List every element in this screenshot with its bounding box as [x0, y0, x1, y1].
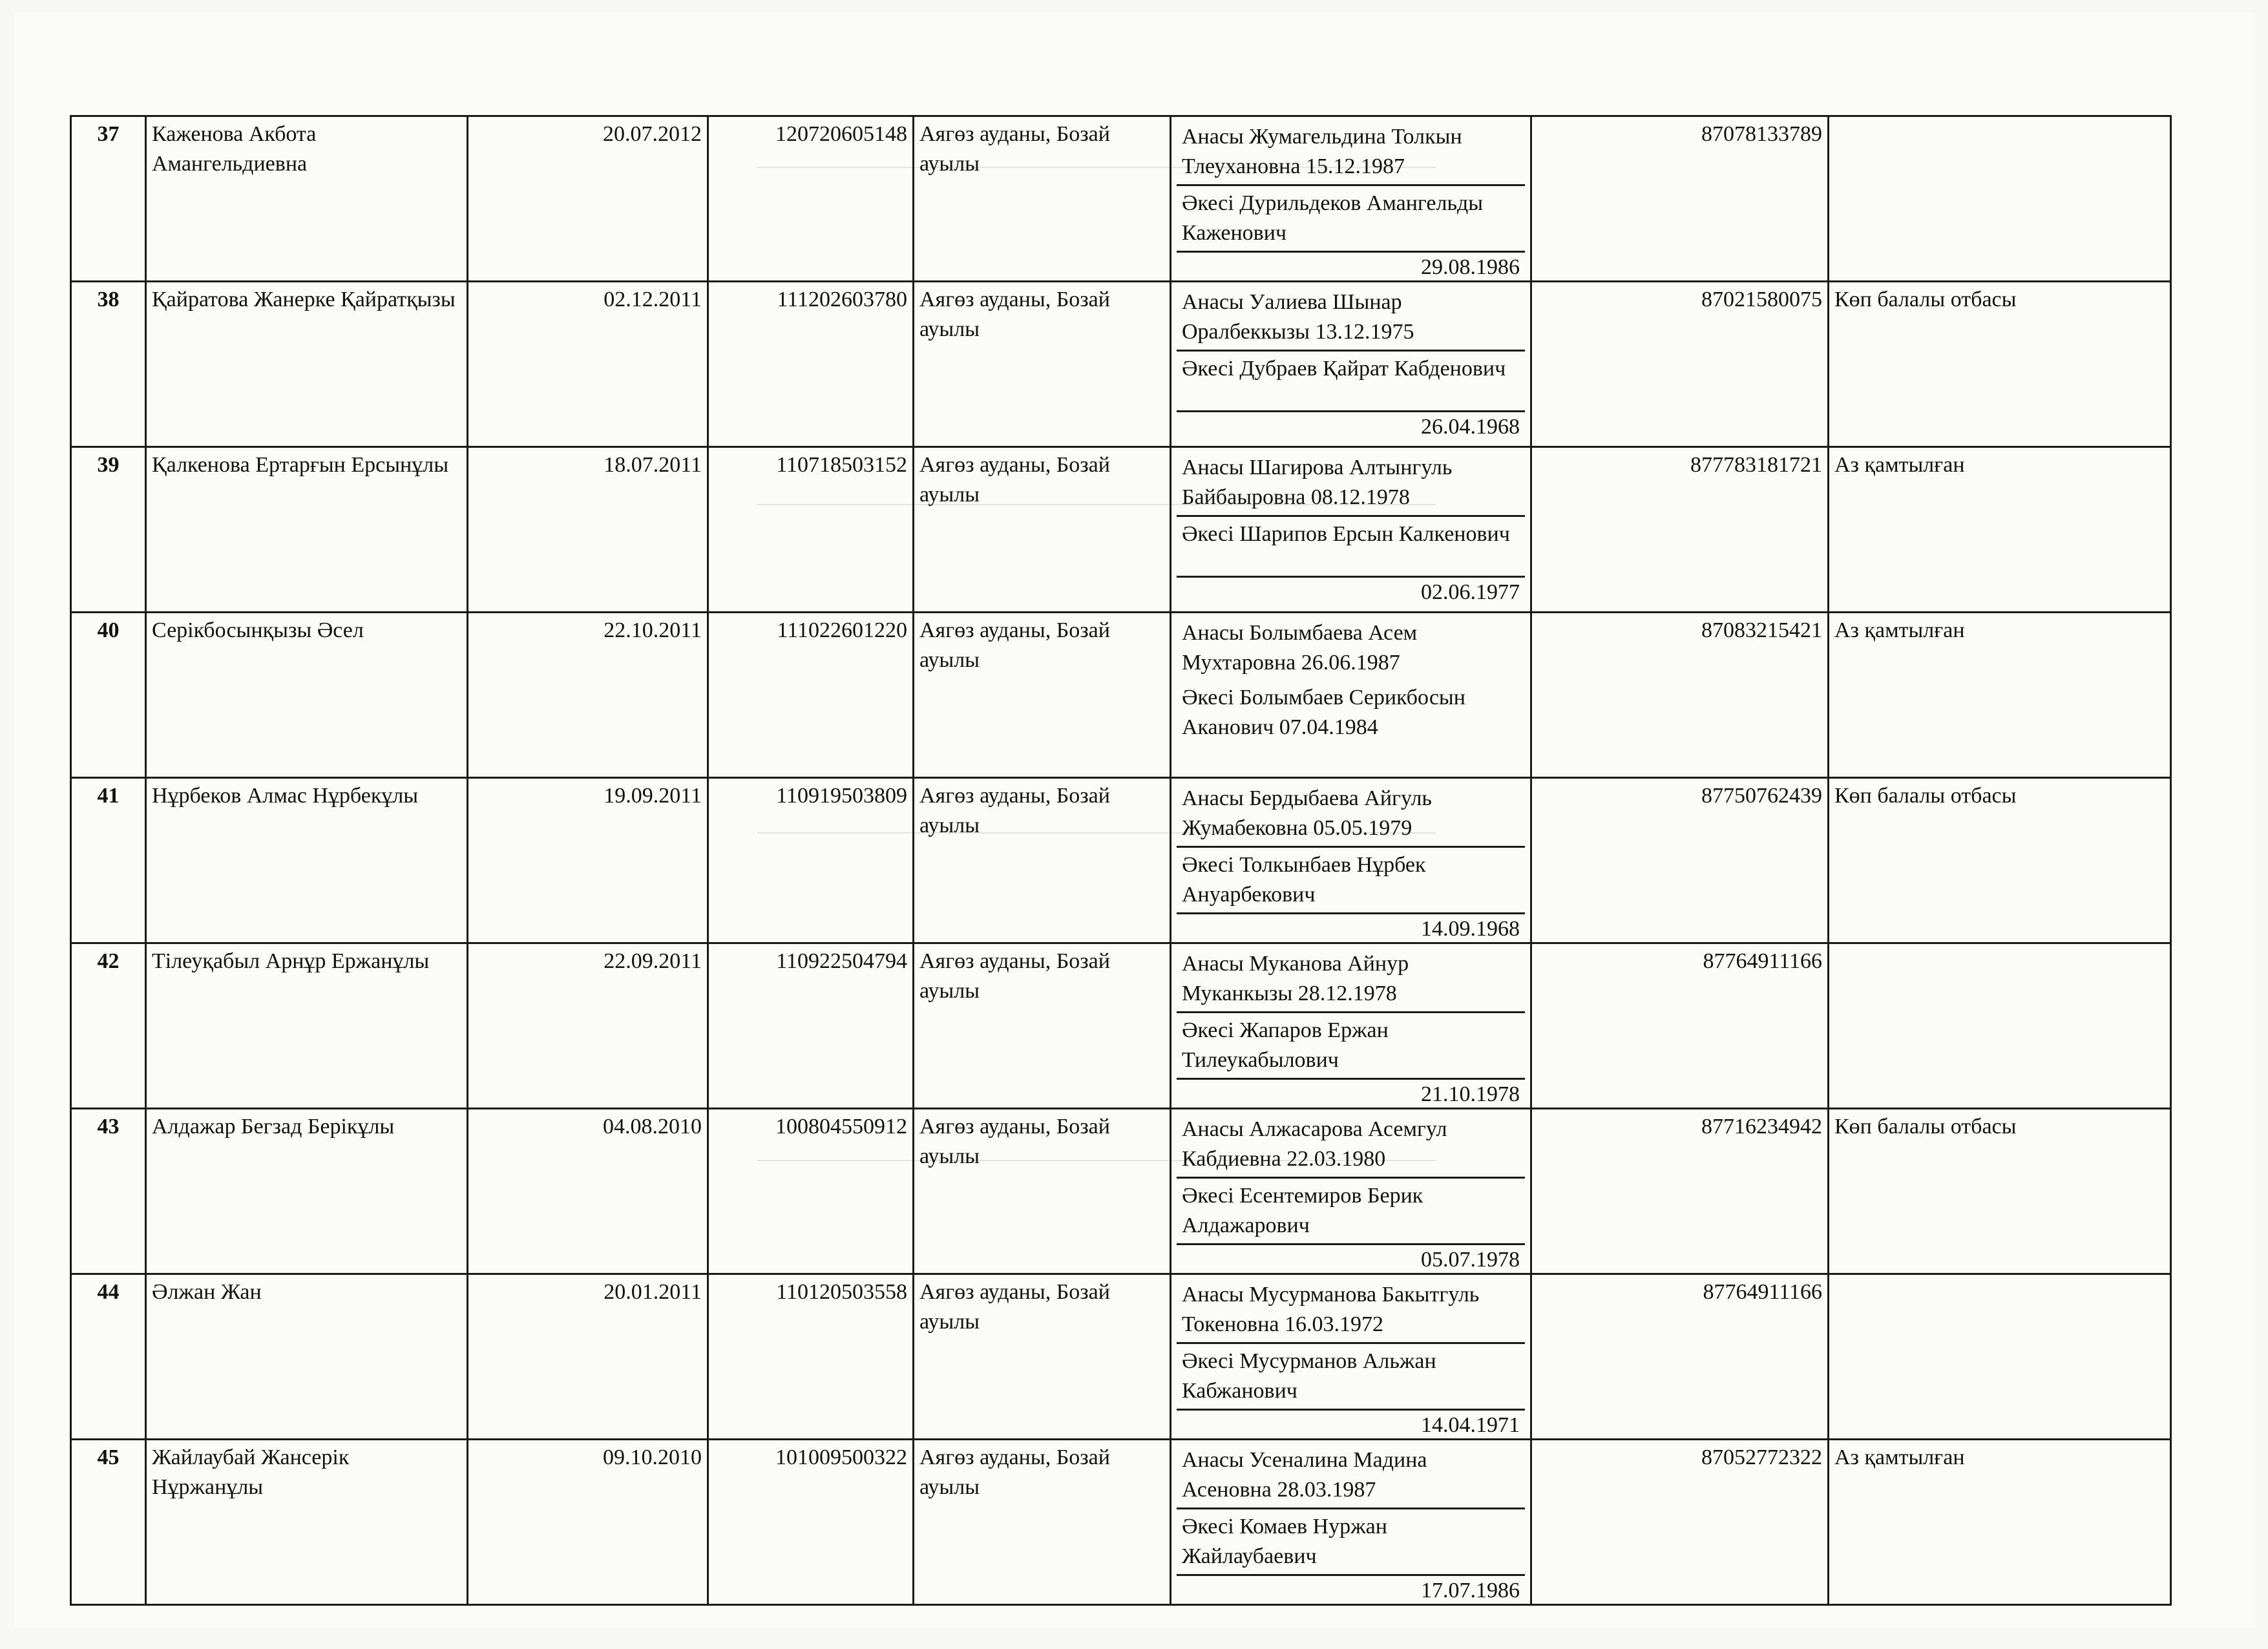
father-birth-date: 14.09.1968 [1177, 912, 1525, 943]
iin-number: 100804550912 [708, 1109, 914, 1274]
iin-number: 101009500322 [708, 1440, 914, 1605]
child-name: Тілеуқабыл Арнұр Ержанұлы [146, 943, 468, 1109]
child-name: Нұрбеков Алмас Нұрбекұлы [146, 778, 468, 943]
iin-number: 110922504794 [708, 943, 914, 1109]
family-status: Аз қамтылған [1829, 613, 2171, 778]
parents-cell [1171, 1274, 1531, 1440]
father-birth-date: 29.08.1986 [1177, 251, 1525, 282]
father-info: Әкесі Болымбаев Серикбосын Аканович 07.04.1984 [1182, 686, 1465, 739]
birth-date: 02.12.2011 [468, 282, 708, 447]
mother-info: Анасы Шагирова Алтынгуль Байбаыровна 08.12.1978 [1177, 450, 1525, 517]
father-info: Әкесі Жапаров Ержан Тилеукабылович [1182, 1018, 1389, 1072]
birth-date: 20.01.2011 [468, 1274, 708, 1440]
children-registry-table [70, 115, 2172, 1606]
mother-info: Анасы Болымбаева Асем Мухтаровна 26.06.1987 [1182, 621, 1418, 675]
mother-info: Анасы Мусурманова Бакытгуль Токеновна 16.03.1972 [1177, 1277, 1525, 1344]
father-info: Әкесі Мусурманов Альжан Кабжанович [1182, 1349, 1436, 1403]
birth-date: 22.10.2011 [468, 613, 708, 778]
family-status: Көп балалы отбасы [1829, 778, 2171, 943]
family-status [1829, 943, 2171, 1109]
father-birth-date: 02.06.1977 [1177, 576, 1525, 609]
child-name: Серікбосынқызы Әсел [146, 613, 468, 778]
mother-info: Анасы Уалиева Шынар Оралбеккызы 13.12.1975 [1177, 285, 1525, 352]
table-row [71, 778, 2171, 943]
address: Аягөз ауданы, Бозай ауылы [914, 943, 1171, 1109]
mother-info: Анасы Алжасарова Асемгул Кабдиевна 22.03.1980 [1177, 1112, 1525, 1179]
row-number: 38 [71, 282, 146, 447]
table-row [71, 613, 2171, 778]
iin-number: 111202603780 [708, 282, 914, 447]
family-status: Аз қамтылған [1829, 1440, 2171, 1605]
parents-cell [1171, 1109, 1531, 1274]
child-name: Әлжан Жан [146, 1274, 468, 1440]
father-info: Әкесі Шарипов Ерсын Калкенович [1182, 522, 1510, 546]
address: Аягөз ауданы, Бозай ауылы [914, 447, 1171, 613]
row-number: 41 [71, 778, 146, 943]
iin-number: 111022601220 [708, 613, 914, 778]
phone-number: 87764911166 [1531, 943, 1829, 1109]
child-name: Қайратова Жанерке Қайратқызы [146, 282, 468, 447]
iin-number: 110120503558 [708, 1274, 914, 1440]
row-number: 42 [71, 943, 146, 1109]
address: Аягөз ауданы, Бозай ауылы [914, 778, 1171, 943]
phone-number: 87078133789 [1531, 116, 1829, 282]
address: Аягөз ауданы, Бозай ауылы [914, 613, 1171, 778]
table-row [71, 116, 2171, 282]
address: Аягөз ауданы, Бозай ауылы [914, 116, 1171, 282]
birth-date: 09.10.2010 [468, 1440, 708, 1605]
parents-cell [1171, 282, 1531, 447]
parents-cell [1171, 116, 1531, 282]
mother-info: Анасы Муканова Айнур Муканкызы 28.12.1978 [1177, 947, 1525, 1013]
parents-cell [1171, 447, 1531, 613]
family-status [1829, 116, 2171, 282]
table-row [71, 447, 2171, 613]
parents-cell [1171, 943, 1531, 1109]
father-birth-date: 26.04.1968 [1177, 410, 1525, 443]
row-number: 45 [71, 1440, 146, 1605]
address: Аягөз ауданы, Бозай ауылы [914, 1274, 1171, 1440]
family-status: Көп балалы отбасы [1829, 282, 2171, 447]
parents-cell [1171, 1440, 1531, 1605]
address: Аягөз ауданы, Бозай ауылы [914, 282, 1171, 447]
mother-info: Анасы Бердыбаева Айгуль Жумабековна 05.05.1979 [1177, 781, 1525, 848]
father-info: Әкесі Толкынбаев Нұрбек Ануарбекович [1182, 853, 1426, 907]
phone-number: 87716234942 [1531, 1109, 1829, 1274]
address: Аягөз ауданы, Бозай ауылы [914, 1440, 1171, 1605]
father-info: Әкесі Дурильдеков Амангельды Каженович [1182, 191, 1484, 245]
iin-number: 110718503152 [708, 447, 914, 613]
family-status: Көп балалы отбасы [1829, 1109, 2171, 1274]
father-info: Әкесі Комаев Нуржан Жайлаубаевич [1182, 1515, 1387, 1568]
address: Аягөз ауданы, Бозай ауылы [914, 1109, 1171, 1274]
birth-date: 18.07.2011 [468, 447, 708, 613]
phone-number: 87764911166 [1531, 1274, 1829, 1440]
father-birth-date: 05.07.1978 [1177, 1243, 1525, 1274]
father-birth-date: 14.04.1971 [1177, 1409, 1525, 1440]
mother-info: Анасы Жумагельдина Толкын Тлеухановна 15.12.1987 [1177, 120, 1525, 186]
family-status [1829, 1274, 2171, 1440]
birth-date: 22.09.2011 [468, 943, 708, 1109]
father-birth-date: 21.10.1978 [1177, 1078, 1525, 1109]
phone-number: 87052772322 [1531, 1440, 1829, 1605]
table-row [71, 943, 2171, 1109]
row-number: 44 [71, 1274, 146, 1440]
child-name: Алдажар Бегзад Берікұлы [146, 1109, 468, 1274]
family-status: Аз қамтылған [1829, 447, 2171, 613]
row-number: 39 [71, 447, 146, 613]
mother-info: Анасы Усеналина Мадина Асеновна 28.03.1987 [1177, 1443, 1525, 1509]
row-number: 40 [71, 613, 146, 778]
row-number: 43 [71, 1109, 146, 1274]
row-number: 37 [71, 116, 146, 282]
father-info: Әкесі Есентемиров Берик Алдажарович [1182, 1184, 1423, 1237]
child-name: Каженова Акбота Амангельдиевна [146, 116, 468, 282]
table-row [71, 282, 2171, 447]
phone-number: 87021580075 [1531, 282, 1829, 447]
iin-number: 120720605148 [708, 116, 914, 282]
phone-number: 877783181721 [1531, 447, 1829, 613]
parents-cell [1171, 778, 1531, 943]
phone-number: 87750762439 [1531, 778, 1829, 943]
table-row [71, 1109, 2171, 1274]
birth-date: 20.07.2012 [468, 116, 708, 282]
table-row [71, 1274, 2171, 1440]
birth-date: 19.09.2011 [468, 778, 708, 943]
phone-number: 87083215421 [1531, 613, 1829, 778]
iin-number: 110919503809 [708, 778, 914, 943]
child-name: Жайлаубай Жансерік Нұржанұлы [146, 1440, 468, 1605]
table-row [71, 1440, 2171, 1605]
child-name: Қалкенова Ертарғын Ерсынұлы [146, 447, 468, 613]
father-info: Әкесі Дубраев Қайрат Кабденович [1182, 357, 1506, 381]
father-birth-date: 17.07.1986 [1177, 1574, 1525, 1605]
birth-date: 04.08.2010 [468, 1109, 708, 1274]
parents-cell [1171, 613, 1531, 778]
